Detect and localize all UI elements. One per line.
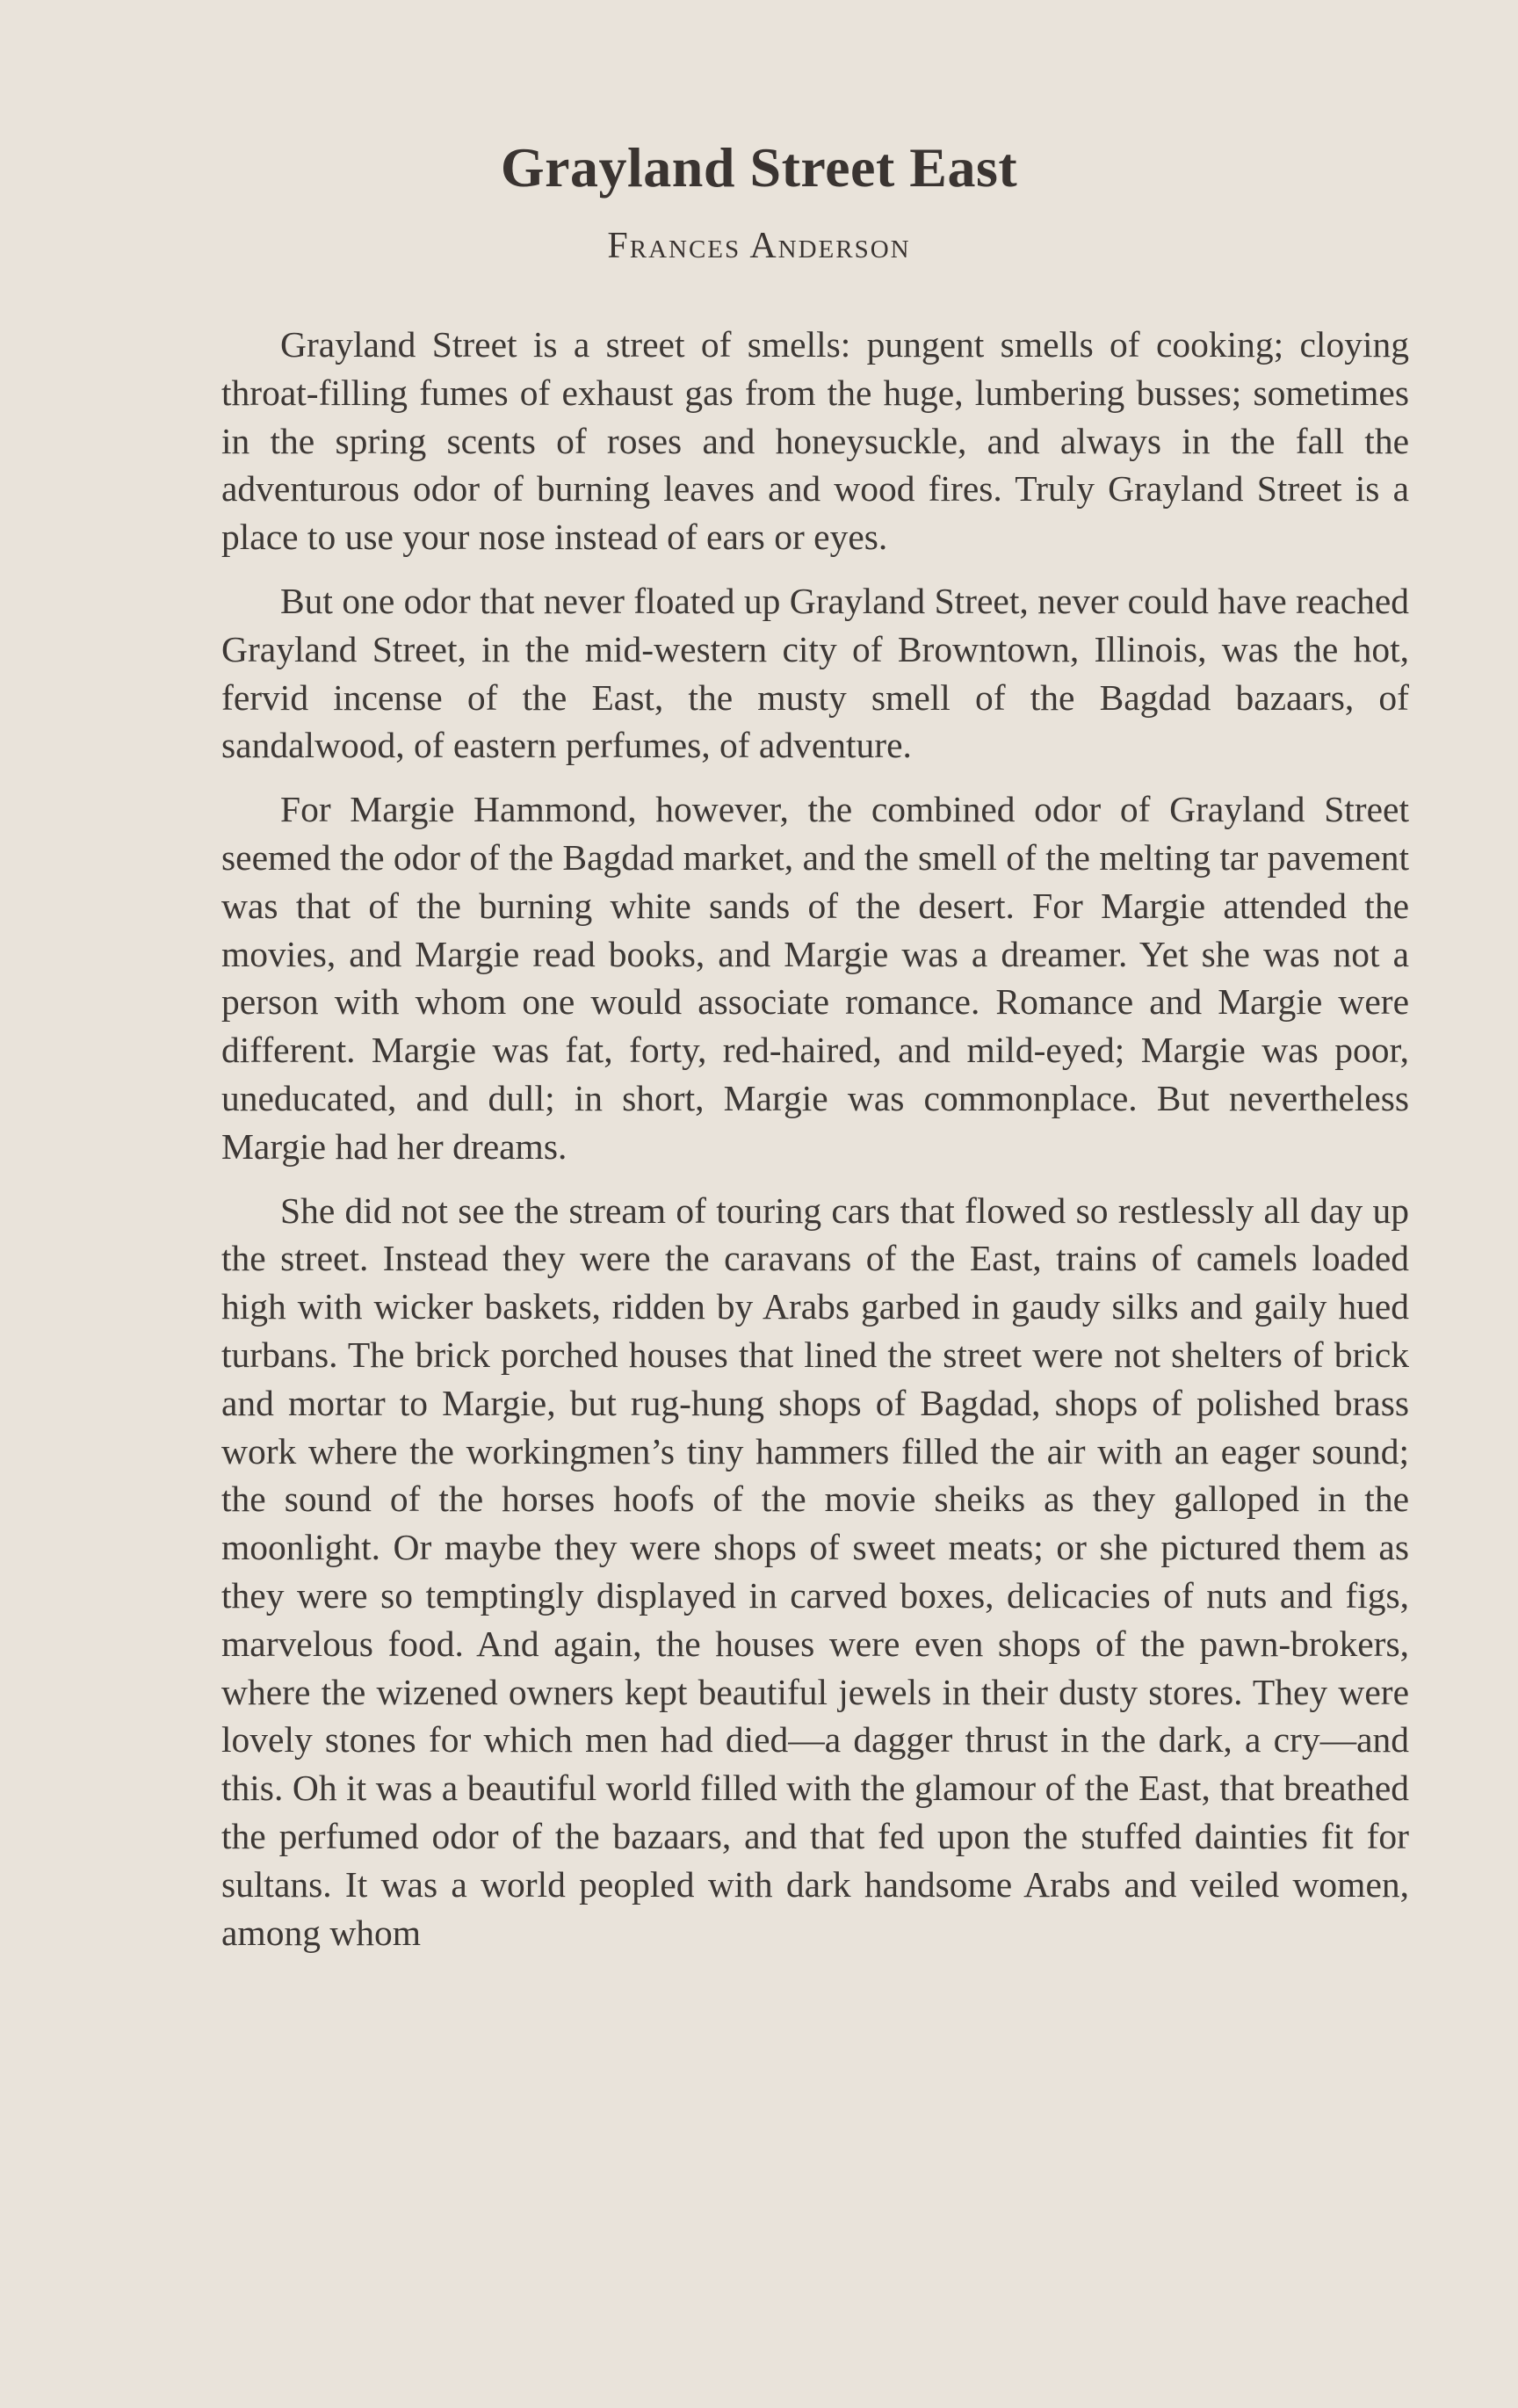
paragraph-3: For Margie Hammond, however, the combined odor of Grayland Street seemed the odor of the Bagdad market, and the smell of the melting tar pavement was that of the burning white sands of the desert. For Margie attended the movies, and Margie read books, and Margie was a dreamer. Yet she was not a person with whom one would associate romance. Romance and Margie were different. Margie was fat, forty, red-haired, and mild-eyed; Margie was poor, uneducated, and dull; in short, Margie was commonplace. But nevertheless Margie had her dreams.	[221, 789, 1409, 1167]
article-author: Frances Anderson	[607, 226, 911, 266]
paragraph-1: Grayland Street is a street of smells: pungent smells of cooking; cloying throat-filling fumes of exhaust gas from the huge, lumbering busses; sometimes in the spring scents of roses and honeysuckle, and always in the fall the adventurous odor of burning leaves and wood fires. Truly Grayland Street is a place to use your nose instead of ears or eyes.	[221, 324, 1409, 558]
paragraph-2: But one odor that never floated up Grayland Street, never could have reached Grayland Street, in the mid-western city of Browntown, Illinois, was the hot, fervid incense of the East, the musty smell of the Bagdad bazaars, of sandalwood, of eastern perfumes, of adventure.	[221, 580, 1409, 766]
article-title: Grayland Street East	[500, 136, 1018, 199]
article-body	[221, 321, 1409, 1972]
paragraph-4: She did not see the stream of touring cars that flowed so restlessly all day up the street. Instead they were the caravans of the East, trains of camels loaded high with wicker baskets, ridden by Arabs garbed in gaudy silks and gaily hued turbans. The brick porched houses that lined the street were not shelters of brick and mortar to Margie, but rug-hung shops of Bagdad, shops of polished brass work where the workingmen’s tiny hammers filled the air with an eager sound; the sound of the horses hoofs of the movie sheiks as they galloped in the moonlight. Or maybe they were shops of sweet meats; or she pictured them as they were so temptingly displayed in carved boxes, delicacies of nuts and figs, marvelous food. And again, the houses were even shops of the pawn-brokers, where the wizened owners kept beautiful jewels in their dusty stores. They were lovely stones for which men had died—a dagger thrust in the dark, a cry—and this. Oh it was a beautiful world filled with the glamour of the East, that breathed the perfumed odor of the bazaars, and that fed upon the stuffed dainties fit for sultans. It was a world peopled with dark handsome Arabs and veiled women, among whom	[221, 1190, 1409, 1953]
